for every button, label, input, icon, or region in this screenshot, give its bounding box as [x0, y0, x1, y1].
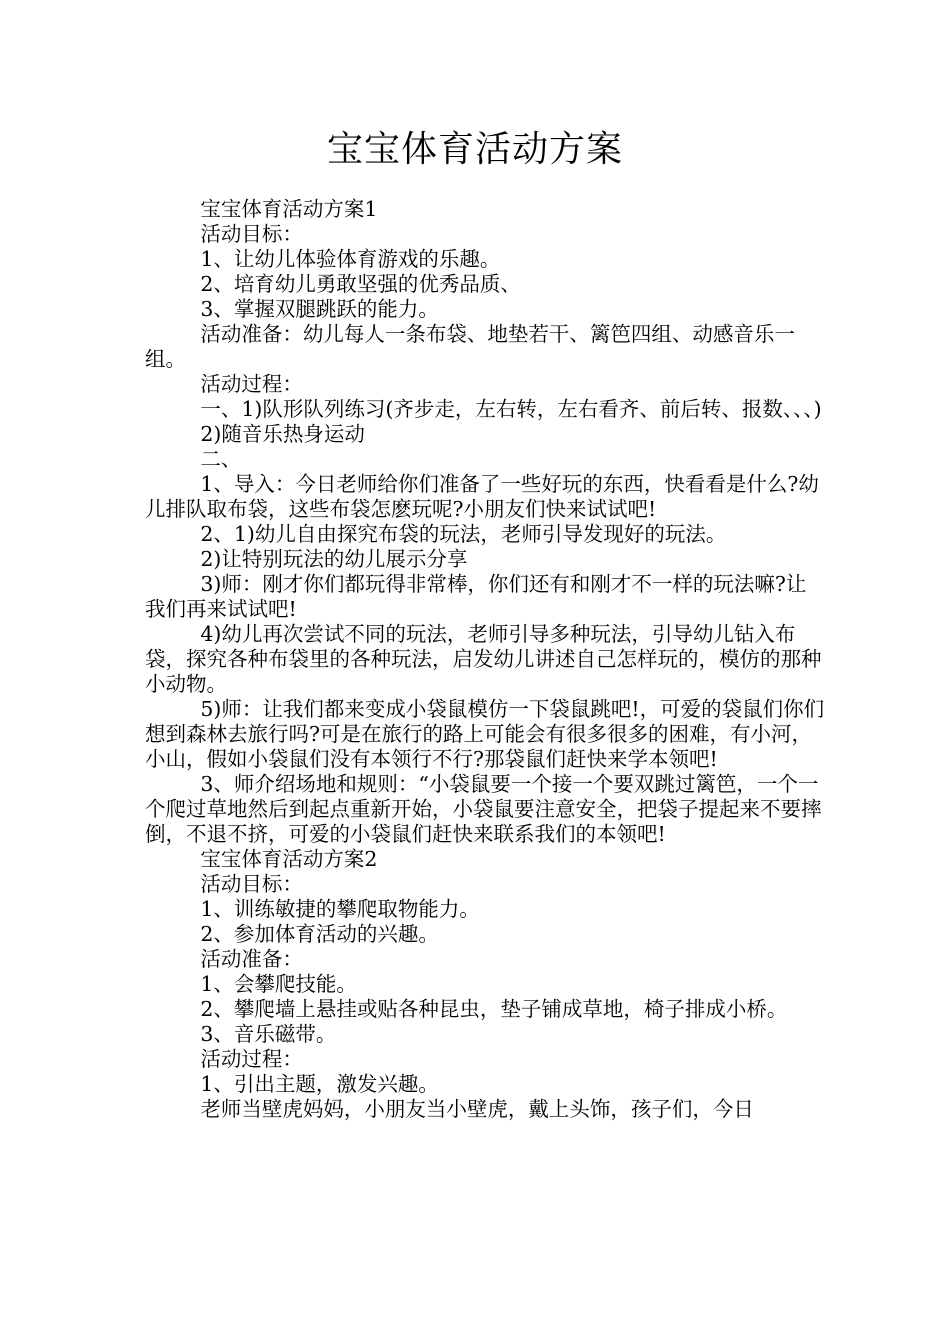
paragraph: 一、1)队形队列练习(齐步走，左右转，左右看齐、前后转、报数、、、)	[200, 397, 822, 421]
paragraph: 活动准备：幼儿每人一条布袋、地垫若干、篱笆四组、动感音乐一组。	[145, 322, 795, 371]
document-body	[145, 197, 825, 1122]
paragraph: 活动目标：	[200, 222, 303, 246]
paragraph: 2、攀爬墙上悬挂或贴各种昆虫，垫子铺成草地，椅子排成小桥。	[200, 997, 788, 1021]
paragraph: 活动准备：	[200, 947, 303, 971]
paragraph: 1、会攀爬技能。	[200, 972, 357, 996]
paragraph: 1、让幼儿体验体育游戏的乐趣。	[200, 247, 501, 271]
paragraph: 2、参加体育活动的兴趣。	[200, 922, 439, 946]
paragraph: 活动目标：	[200, 872, 303, 896]
paragraph: 5)师：让我们都来变成小袋鼠模仿一下袋鼠跳吧!，可爱的袋鼠们你们想到森林去旅行吗?可是在旅行的路上可能会有很多很多的困难，有小河，小山，假如小袋鼠们没有本领行不行?那袋鼠们赶快来学本领吧!	[145, 697, 825, 771]
paragraph: 2、培育幼儿勇敢坚强的优秀品质、	[200, 272, 521, 296]
paragraph: 3、掌握双腿跳跃的能力。	[200, 297, 439, 321]
paragraph: 3、音乐磁带。	[200, 1022, 337, 1046]
paragraph: 宝宝体育活动方案1	[200, 197, 378, 221]
paragraph: 2)让特别玩法的幼儿展示分享	[200, 547, 468, 571]
paragraph: 1、训练敏捷的攀爬取物能力。	[200, 897, 480, 921]
paragraph: 活动过程：	[200, 1047, 303, 1071]
paragraph: 老师当壁虎妈妈，小朋友当小壁虎，戴上头饰，孩子们，今日	[200, 1097, 754, 1121]
paragraph: 二、	[200, 447, 242, 471]
paragraph: 宝宝体育活动方案2	[200, 847, 378, 871]
paragraph: 3)师：刚才你们都玩得非常棒，你们还有和刚才不一样的玩法嘛?让我们再来试试吧!	[145, 572, 807, 621]
paragraph: 活动过程：	[200, 372, 303, 396]
paragraph: 3、师介绍场地和规则：“小袋鼠要一个接一个要双跳过篱笆，一个一个爬过草地然后到起点重新开始，小袋鼠要注意安全，把袋子提起来不要摔倒，不退不挤，可爱的小袋鼠们赶快来联系我们的本领吧!	[145, 772, 822, 846]
paragraph: 1、引出主题，激发兴趣。	[200, 1072, 439, 1096]
paragraph: 2、1)幼儿自由探究布袋的玩法，老师引导发现好的玩法。	[200, 522, 727, 546]
paragraph: 4)幼儿再次尝试不同的玩法，老师引导多种玩法，引导幼儿钻入布袋，探究各种布袋里的各种玩法，启发幼儿讲述自己怎样玩的，模仿的那种小动物。	[145, 622, 822, 696]
paragraph: 1、导入：今日老师给你们准备了一些好玩的东西，快看看是什么?幼儿排队取布袋，这些布袋怎麽玩呢?小朋友们快来试试吧!	[145, 472, 819, 521]
document-title: 宝宝体育活动方案	[326, 129, 623, 170]
paragraph: 2)随音乐热身运动	[200, 422, 365, 446]
